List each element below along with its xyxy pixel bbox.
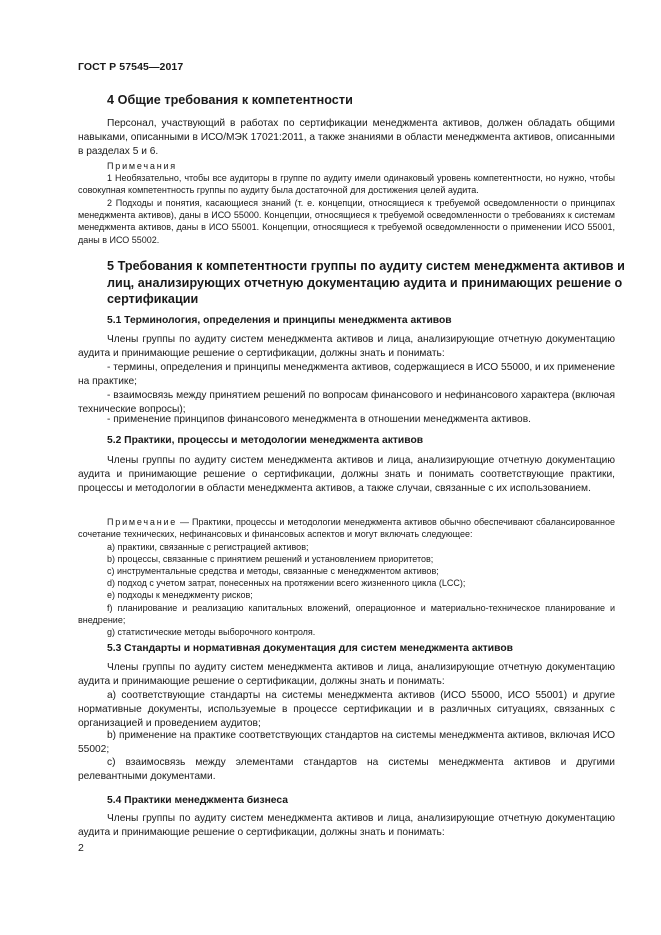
subsection-5-2-item-f: f) планирование и реализацию капитальных вложений, операционное и материально-техническое планирование и внедрение; xyxy=(78,603,615,626)
subsection-5-1-item-2: - взаимосвязь между принятием решений по вопросам финансового и нефинансового характера (включая технические вопросы); xyxy=(78,390,615,416)
subsection-5-2-heading: 5.2 Практики, процессы и методологии менеджмента активов xyxy=(107,435,424,446)
subsection-5-2-item-a: a) практики, связанные с регистрацией активов; xyxy=(107,542,309,552)
subsection-5-1-intro: Члены группы по аудиту систем менеджмента активов и лица, анализирующие отчетную документацию аудита и принимающие решение о сертификации, должны знать и понимать: xyxy=(78,334,615,360)
subsection-5-3-item-b: b) применение на практике соответствующих стандартов на системы менеджмента активов, включая ИСО 55002; xyxy=(78,730,615,756)
section-4-notes-label xyxy=(78,160,615,172)
subsection-5-1-heading: 5.1 Терминология, определения и принципы менеджмента активов xyxy=(107,315,452,326)
subsection-5-4-heading: 5.4 Практики менеджмента бизнеса xyxy=(107,795,288,806)
subsection-5-2-item-c: c) инструментальные средства и методы, связанные с менеджментом активов; xyxy=(107,566,439,576)
section-4-note-2: 2 Подходы и понятия, касающиеся знаний (т. е. концепции, относящиеся к требуемой осведомленности о принципах менеджмента активов), даны в ИСО 55000. Концепции, относящиеся к требуемой осведомленности о требованиях к системам менеджмента активов, даны в ИСО 55001. Концепции, относящиеся к требуемой осведомленности о применении ИСО 55001, даны в ИСО 55002. xyxy=(78,198,615,245)
section-5-heading: 5 Требования к компетентности группы по аудиту систем менеджмента активов и лиц, анализирующих отчетную документацию аудита и принимающих решение о сертификации xyxy=(107,259,625,306)
subsection-5-2-paragraph: Члены группы по аудиту систем менеджмента активов и лица, анализирующие отчетную документацию аудита и принимающие решение о сертификации, должны знать и понимать соответствующие практики, процессы и методологии в области менеджмента активов, а также случаи, связанные с их использованием. xyxy=(78,455,615,495)
subsection-5-2-item-b: b) процессы, связанные с принятием решений и установлением приоритетов; xyxy=(107,554,434,564)
subsection-5-2-item-e: e) подходы к менеджменту рисков; xyxy=(107,590,253,600)
subsection-5-4-intro: Члены группы по аудиту систем менеджмента активов и лица, анализирующие отчетную документацию аудита и принимающие решение о сертификации, должны знать и понимать: xyxy=(78,813,615,839)
document-header: ГОСТ Р 57545—2017 xyxy=(78,61,184,73)
subsection-5-3-intro: Члены группы по аудиту систем менеджмента активов и лица, анализирующие отчетную документацию аудита и принимающие решение о сертификации, должны знать и понимать: xyxy=(78,662,615,688)
subsection-5-2-item-g: g) статистические методы выборочного контроля. xyxy=(107,627,316,637)
subsection-5-1-item-1: - термины, определения и принципы менеджмента активов, содержащиеся в ИСО 55000, и их применение на практике; xyxy=(78,362,615,388)
subsection-5-3-item-a: a) соответствующие стандарты на системы менеджмента активов (ИСО 55000, ИСО 55001) и другие нормативные документы, используемые в процессе сертификации и в различных ситуациях, связанных с организацией и проведением аудитов; xyxy=(78,690,615,730)
subsection-5-3-item-c: c) взаимосвязь между элементами стандартов на системы менеджмента активов и другими релевантными документами. xyxy=(78,757,615,783)
subsection-5-2-item-d: d) подход с учетом затрат, понесенных на протяжении всего жизненного цикла (LCC); xyxy=(107,578,466,588)
section-4-paragraph: Персонал, участвующий в работах по сертификации менеджмента активов, должен обладать общими навыками, описанными в ИСО/МЭК 17021:2011, а также знаниями в области менеджмента активов, описанными в разделах 5 и 6. xyxy=(78,118,615,158)
page-number: 2 xyxy=(78,842,84,854)
notes-label-text: Примечания xyxy=(107,161,177,171)
section-4-note-1: 1 Необязательно, чтобы все аудиторы в группе по аудиту имели одинаковый уровень компетентности, но нужно, чтобы совокупная компетентность группы по аудиту была достаточной для достижения целей аудита. xyxy=(78,173,615,196)
section-4-heading: 4 Общие требования к компетентности xyxy=(107,93,353,107)
subsection-5-2-note xyxy=(78,516,615,540)
subsection-5-1-item-3: - применение принципов финансового менеджмента в отношении менеджмента активов. xyxy=(107,414,531,425)
note-label-text: Примечание xyxy=(107,517,178,527)
subsection-5-3-heading: 5.3 Стандарты и нормативная документация для систем менеджмента активов xyxy=(107,643,513,654)
note-text: — Практики, процессы и методологии менеджмента активов обычно обеспечивают сбалансированное сочетание технических, нефинансовых и финансовых аспектов и могут включать следующее: xyxy=(78,517,615,540)
